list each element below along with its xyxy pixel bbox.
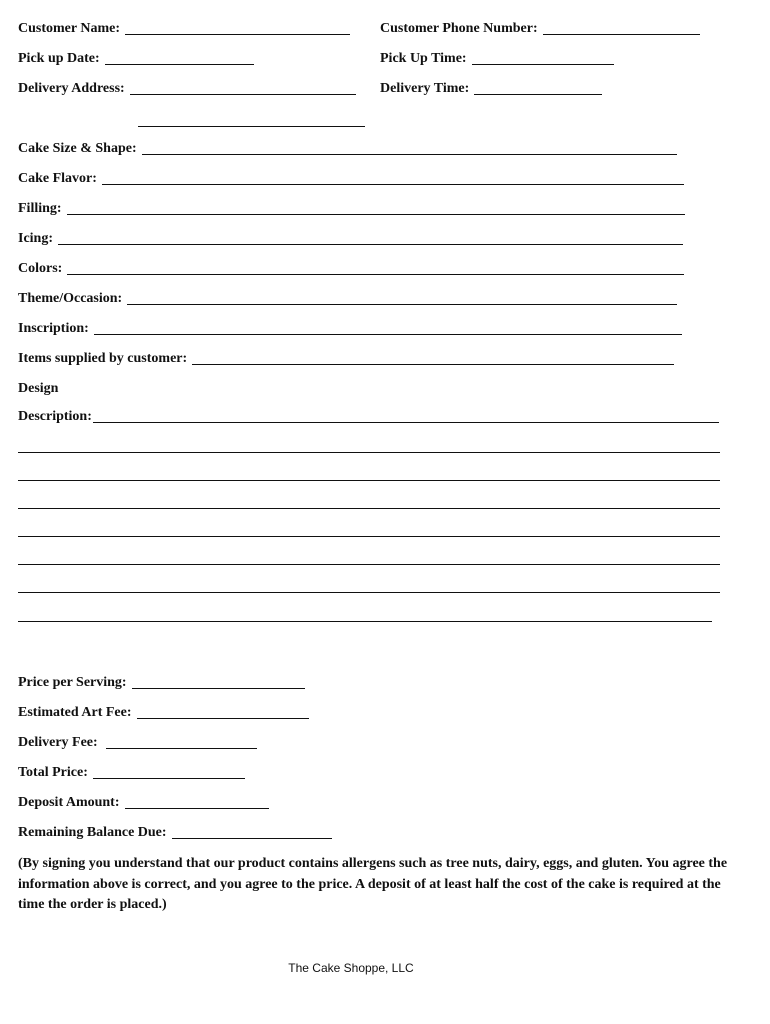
pickup-time-label: Pick Up Time: [380, 51, 467, 66]
inscription-label: Inscription: [18, 321, 89, 336]
theme-occasion-label: Theme/Occasion: [18, 291, 123, 306]
delivery-time-blank[interactable] [474, 81, 602, 95]
customer-phone-label: Customer Phone Number: [380, 21, 538, 36]
description-field [18, 406, 719, 426]
inscription-field [18, 318, 682, 338]
pickup-date-field [18, 48, 254, 68]
icing-label: Icing: [18, 231, 53, 246]
design-label: Design [18, 381, 59, 396]
delivery-fee-field [18, 732, 257, 752]
footer-company-name: The Cake Shoppe, LLC [288, 961, 414, 975]
description-line[interactable] [18, 564, 720, 565]
cake-size-shape-label: Cake Size & Shape: [18, 141, 137, 156]
pickup-time-field [380, 48, 614, 68]
customer-phone-blank[interactable] [543, 21, 700, 35]
icing-blank[interactable] [58, 231, 683, 245]
price-per-serving-blank[interactable] [132, 675, 305, 689]
price-per-serving-field [18, 672, 305, 692]
inscription-blank[interactable] [94, 321, 682, 335]
colors-field [18, 258, 684, 278]
deposit-amount-label: Deposit Amount: [18, 795, 120, 810]
deposit-amount-blank[interactable] [125, 795, 269, 809]
filling-blank[interactable] [67, 201, 685, 215]
remaining-balance-blank[interactable] [172, 825, 332, 839]
remaining-balance-label: Remaining Balance Due: [18, 825, 167, 840]
delivery-time-label: Delivery Time: [380, 81, 470, 96]
allergen-disclaimer: (By signing you understand that our product contains allergens such as tree nuts, dairy, eggs, and gluten. You agree the information above is correct, and you agree to the price. A deposit of at least half the cost of the cake is required at the time the order is placed.) [18, 856, 728, 912]
pickup-date-label: Pick up Date: [18, 51, 100, 66]
delivery-fee-blank[interactable] [106, 735, 257, 749]
filling-field [18, 198, 685, 218]
customer-name-field [18, 18, 350, 38]
items-supplied-blank[interactable] [192, 351, 674, 365]
delivery-address-field [18, 78, 356, 98]
delivery-address-line-2[interactable] [138, 126, 365, 127]
items-supplied-label: Items supplied by customer: [18, 351, 188, 366]
remaining-balance-field [18, 822, 332, 842]
pickup-time-blank[interactable] [472, 51, 614, 65]
cake-flavor-blank[interactable] [102, 171, 684, 185]
cake-size-shape-blank[interactable] [142, 141, 677, 155]
theme-occasion-blank[interactable] [127, 291, 677, 305]
description-blank[interactable] [93, 409, 719, 423]
art-fee-field [18, 702, 309, 722]
pickup-date-blank[interactable] [105, 51, 254, 65]
price-per-serving-label: Price per Serving: [18, 675, 127, 690]
customer-name-blank[interactable] [125, 21, 350, 35]
filling-label: Filling: [18, 201, 62, 216]
description-line[interactable] [18, 508, 720, 509]
art-fee-blank[interactable] [137, 705, 309, 719]
description-line[interactable] [18, 452, 720, 453]
customer-name-label: Customer Name: [18, 21, 120, 36]
cake-flavor-field [18, 168, 684, 188]
total-price-label: Total Price: [18, 765, 88, 780]
delivery-address-blank[interactable] [130, 81, 356, 95]
cake-size-shape-field [18, 138, 677, 158]
total-price-blank[interactable] [93, 765, 245, 779]
theme-occasion-field [18, 288, 677, 308]
design-heading [18, 378, 58, 398]
description-line[interactable] [18, 536, 720, 537]
colors-label: Colors: [18, 261, 63, 276]
delivery-fee-label: Delivery Fee: [18, 735, 98, 750]
total-price-field [18, 762, 245, 782]
icing-field [18, 228, 683, 248]
customer-phone-field [380, 18, 700, 38]
description-line[interactable] [18, 621, 712, 622]
description-line[interactable] [18, 592, 720, 593]
colors-blank[interactable] [67, 261, 684, 275]
items-supplied-field [18, 348, 674, 368]
cake-flavor-label: Cake Flavor: [18, 171, 97, 186]
description-line[interactable] [18, 480, 720, 481]
description-label: Description: [18, 409, 92, 424]
delivery-address-label: Delivery Address: [18, 81, 125, 96]
art-fee-label: Estimated Art Fee: [18, 705, 132, 720]
deposit-amount-field [18, 792, 269, 812]
delivery-time-field [380, 78, 602, 98]
